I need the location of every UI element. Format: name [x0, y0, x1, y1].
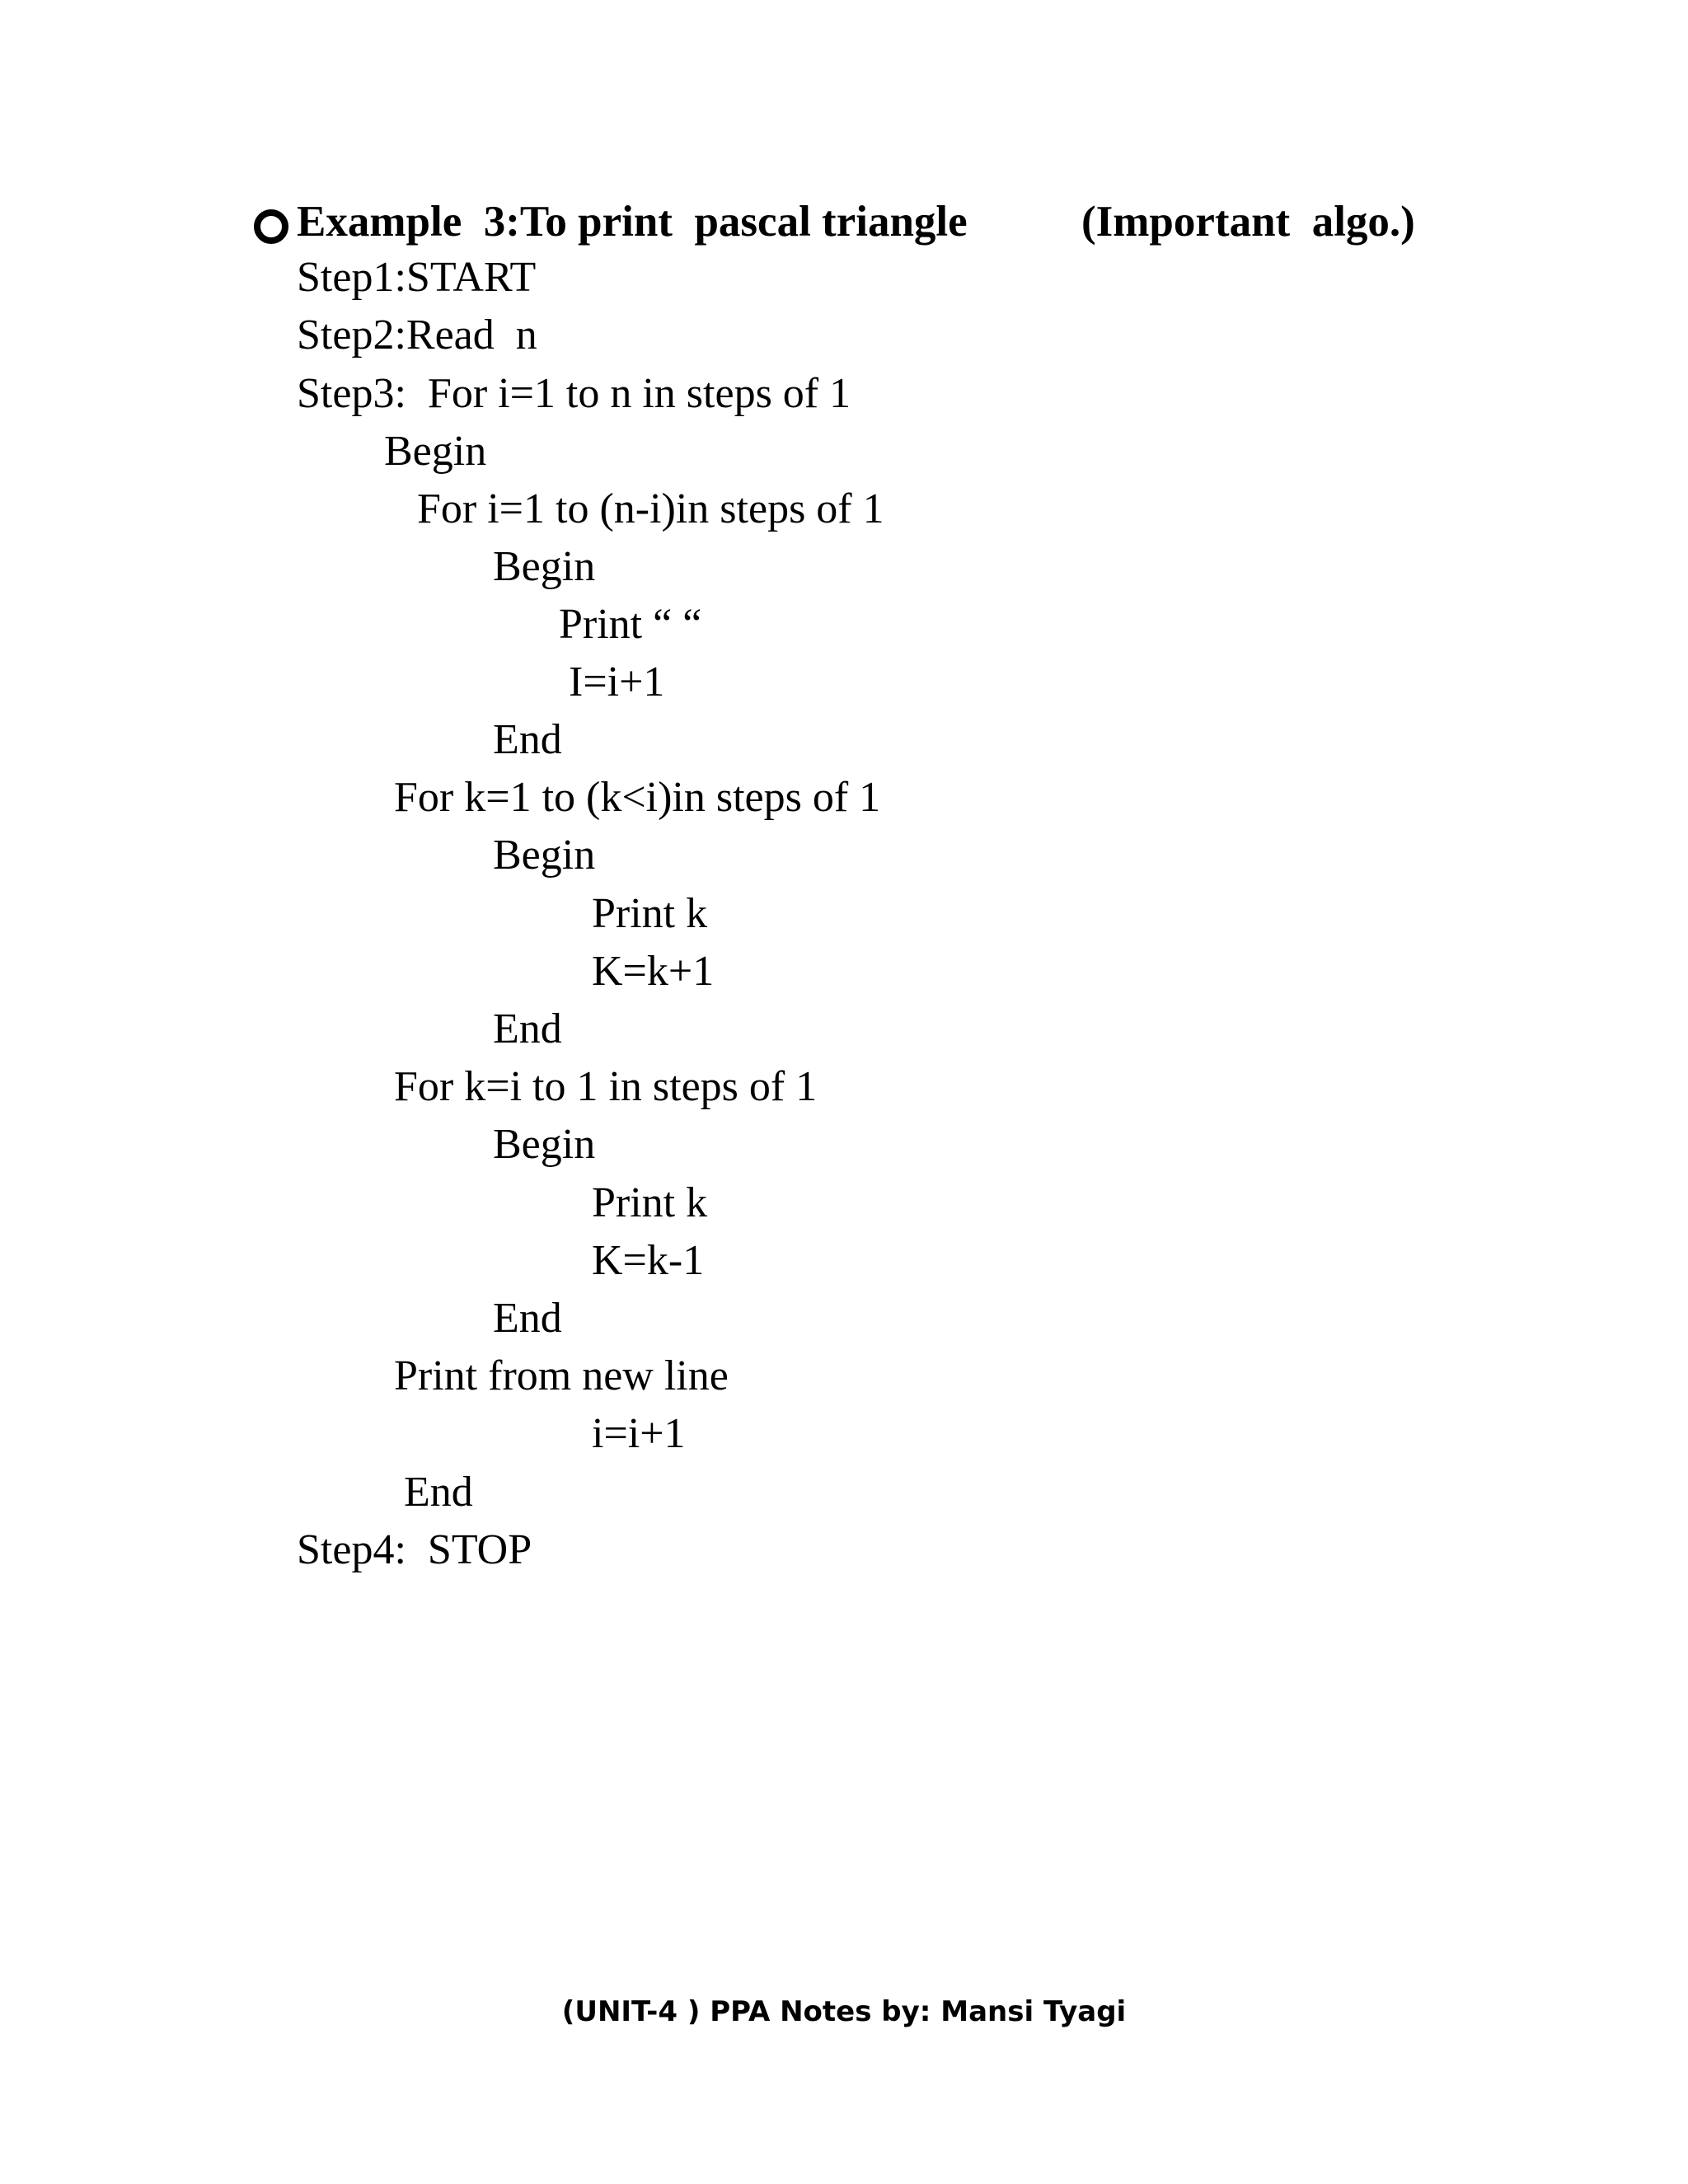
- step2-line: Step2:Read n: [297, 312, 537, 359]
- begin-ascending-line: Begin: [493, 832, 596, 879]
- print-k-ascending-line: Print k: [592, 890, 708, 937]
- end-descending-line: End: [493, 1295, 562, 1342]
- begin-descending-line: Begin: [493, 1121, 596, 1168]
- for-descending-line: For k=i to 1 in steps of 1: [394, 1063, 818, 1110]
- increment-i-outer-line: i=i+1: [592, 1410, 686, 1457]
- step4-line: Step4: STOP: [297, 1526, 532, 1573]
- end-outer-line: End: [404, 1469, 473, 1516]
- important-note: (Important algo.): [1081, 198, 1415, 246]
- example-heading: Example 3:To print pascal triangle: [297, 198, 968, 246]
- step3-line: Step3: For i=1 to n in steps of 1: [297, 370, 851, 417]
- decrement-k-line: K=k-1: [592, 1237, 705, 1284]
- increment-k-line: K=k+1: [592, 948, 715, 995]
- for-ascending-line: For k=1 to (k<i)in steps of 1: [394, 774, 881, 821]
- increment-i-line: I=i+1: [569, 658, 665, 705]
- end-spaces-line: End: [493, 716, 562, 763]
- step1-line: Step1:START: [297, 254, 537, 301]
- end-ascending-line: End: [493, 1005, 562, 1052]
- for-spaces-line: For i=1 to (n-i)in steps of 1: [417, 485, 884, 532]
- circle-bullet-icon: [254, 209, 288, 244]
- print-space-line: Print “ “: [559, 601, 702, 648]
- begin-spaces-line: Begin: [493, 543, 596, 590]
- page-footer: (UNIT-4 ) PPA Notes by: Mansi Tyagi: [561, 1995, 1127, 2028]
- print-k-descending-line: Print k: [592, 1179, 708, 1226]
- begin-outer-line: Begin: [384, 428, 487, 475]
- print-newline-line: Print from new line: [394, 1352, 729, 1399]
